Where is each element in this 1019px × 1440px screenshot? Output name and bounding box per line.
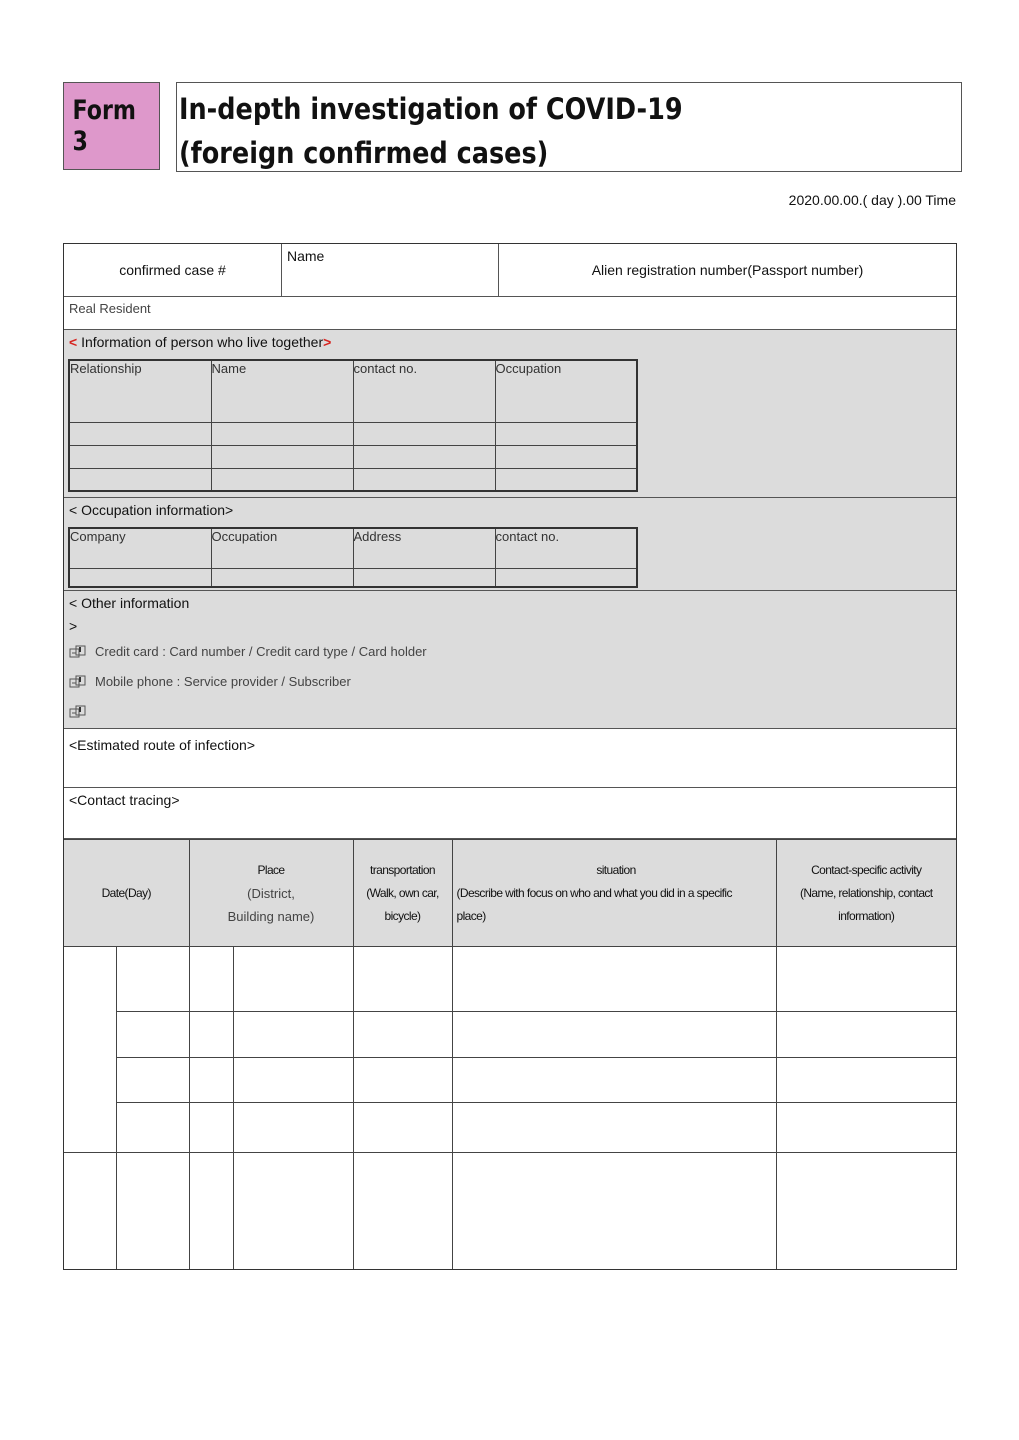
input-cell[interactable] — [116, 1103, 189, 1153]
title-line-2: (foreign confirmed cases) — [179, 136, 549, 170]
column-header-place — [189, 840, 353, 947]
title-line-1: In-depth investigation of COVID-19 — [179, 92, 683, 126]
input-cell[interactable] — [189, 947, 233, 1012]
input-cell[interactable] — [353, 1103, 452, 1153]
input-cell[interactable] — [353, 1153, 452, 1269]
alien-registration-field[interactable]: Alien registration number(Passport number) — [591, 262, 864, 278]
input-cell[interactable] — [116, 947, 189, 1012]
card-box-icon — [69, 675, 87, 689]
input-cell[interactable] — [233, 1058, 353, 1103]
live-together-section — [64, 330, 956, 498]
input-cell[interactable] — [211, 468, 353, 491]
occupation-section — [64, 498, 956, 591]
section-title-occupation: < Occupation information> — [69, 502, 234, 518]
form-number-label: Form 3 — [72, 95, 136, 157]
column-header-date: Date(Day) — [64, 840, 189, 947]
table-row — [64, 1103, 956, 1153]
place-sub-2: Building name) — [227, 908, 315, 924]
table-row — [64, 947, 956, 1012]
input-cell[interactable] — [776, 1058, 956, 1103]
name-field[interactable]: Name — [282, 244, 499, 296]
table-row — [69, 568, 637, 587]
column-header-occupation: Occupation — [495, 360, 637, 422]
contact-title: Contact-specific activity — [811, 862, 922, 877]
situation-sub-1: (Describe with focus on who and what you did in a specific — [456, 885, 732, 900]
section-title-text: Information of person who live together — [77, 334, 324, 350]
input-cell[interactable] — [69, 422, 211, 445]
input-cell[interactable] — [233, 1103, 353, 1153]
case-number-field[interactable]: confirmed case # — [64, 244, 282, 296]
date-cell[interactable] — [64, 1153, 116, 1269]
contact-sub-2: information) — [838, 908, 895, 923]
other-item-text: Mobile phone : Service provider / Subscriber — [95, 674, 351, 689]
section-title-other: < Other information — [69, 595, 190, 611]
input-cell[interactable] — [233, 1153, 353, 1269]
occupation-table — [68, 527, 638, 588]
other-information-section — [64, 591, 956, 729]
contact-sub-1: (Name, relationship, contact — [799, 885, 933, 900]
input-cell[interactable] — [776, 947, 956, 1012]
identity-row — [64, 244, 956, 297]
column-header-situation — [452, 840, 776, 947]
input-cell[interactable] — [69, 445, 211, 468]
table-row — [64, 1153, 956, 1269]
input-cell[interactable] — [189, 1153, 233, 1269]
investigation-form — [63, 243, 957, 1270]
input-cell[interactable] — [189, 1103, 233, 1153]
input-cell[interactable] — [116, 1153, 189, 1269]
input-cell[interactable] — [452, 1058, 776, 1103]
input-cell[interactable] — [495, 422, 637, 445]
input-cell[interactable] — [452, 1153, 776, 1269]
table-row — [64, 1012, 956, 1058]
section-title-other-close: > — [69, 618, 78, 634]
input-cell[interactable] — [353, 468, 495, 491]
column-header-address: Address — [353, 528, 495, 568]
transport-sub-2: bicycle) — [384, 908, 421, 923]
datetime-field[interactable]: 2020.00.00.( day ).00 Time — [788, 192, 956, 208]
column-header-occupation: Occupation — [211, 528, 353, 568]
contact-tracing-field[interactable] — [64, 788, 956, 839]
input-cell[interactable] — [211, 445, 353, 468]
input-cell[interactable] — [452, 1103, 776, 1153]
input-cell[interactable] — [776, 1012, 956, 1058]
input-cell[interactable] — [211, 568, 353, 587]
card-box-icon — [69, 705, 87, 719]
input-cell[interactable] — [116, 1012, 189, 1058]
input-cell[interactable] — [495, 445, 637, 468]
form-number-badge — [63, 82, 160, 170]
situation-sub-2: place) — [456, 908, 486, 923]
section-title-route: <Estimated route of infection> — [69, 737, 255, 753]
other-item-text: Credit card : Card number / Credit card type / Card holder — [95, 644, 427, 659]
estimated-route-field[interactable] — [64, 729, 956, 788]
other-item-credit-card[interactable] — [64, 637, 956, 667]
table-row — [69, 468, 637, 491]
column-header-company: Company — [69, 528, 211, 568]
input-cell[interactable] — [452, 947, 776, 1012]
input-cell[interactable] — [69, 468, 211, 491]
input-cell[interactable] — [495, 468, 637, 491]
contact-tracing-table — [64, 839, 956, 1269]
tracing-header-row — [64, 840, 956, 947]
section-title-tracing: <Contact tracing> — [69, 792, 180, 808]
input-cell[interactable] — [353, 947, 452, 1012]
input-cell[interactable] — [233, 947, 353, 1012]
section-title-live-together — [64, 330, 956, 351]
input-cell[interactable] — [211, 422, 353, 445]
column-header-relationship: Relationship — [69, 360, 211, 422]
tracing-table-wrapper — [64, 839, 956, 1269]
situation-title: situation — [596, 862, 636, 877]
column-header-contact: contact no. — [495, 528, 637, 568]
input-cell[interactable] — [189, 1012, 233, 1058]
real-resident-field[interactable]: Real Resident — [64, 297, 956, 330]
input-cell[interactable] — [353, 422, 495, 445]
input-cell[interactable] — [353, 568, 495, 587]
input-cell[interactable] — [189, 1058, 233, 1103]
live-together-table — [68, 359, 638, 492]
input-cell[interactable] — [116, 1058, 189, 1103]
input-cell[interactable] — [353, 445, 495, 468]
document-title — [176, 82, 962, 172]
bracket-open: < — [69, 334, 78, 350]
input-cell[interactable] — [233, 1012, 353, 1058]
input-cell[interactable] — [69, 568, 211, 587]
transport-title: transportation — [370, 862, 435, 877]
table-row — [64, 1058, 956, 1103]
place-sub-1: (District, — [247, 885, 295, 901]
input-cell[interactable] — [353, 1058, 452, 1103]
bracket-close: > — [323, 334, 332, 350]
other-item-blank[interactable] — [64, 697, 956, 727]
card-box-icon — [69, 645, 87, 659]
column-header-contact-activity — [776, 840, 956, 947]
place-title: Place — [257, 862, 285, 877]
table-row — [69, 422, 637, 445]
input-cell[interactable] — [452, 1012, 776, 1058]
column-header-transportation — [353, 840, 452, 947]
date-cell[interactable] — [64, 947, 116, 1153]
input-cell[interactable] — [495, 568, 637, 587]
table-row — [69, 445, 637, 468]
input-cell[interactable] — [353, 1012, 452, 1058]
column-header-contact: contact no. — [353, 360, 495, 422]
column-header-name: Name — [211, 360, 353, 422]
input-cell[interactable] — [776, 1103, 956, 1153]
other-item-mobile-phone[interactable] — [64, 667, 956, 697]
transport-sub-1: (Walk, own car, — [366, 885, 439, 900]
input-cell[interactable] — [776, 1153, 956, 1269]
